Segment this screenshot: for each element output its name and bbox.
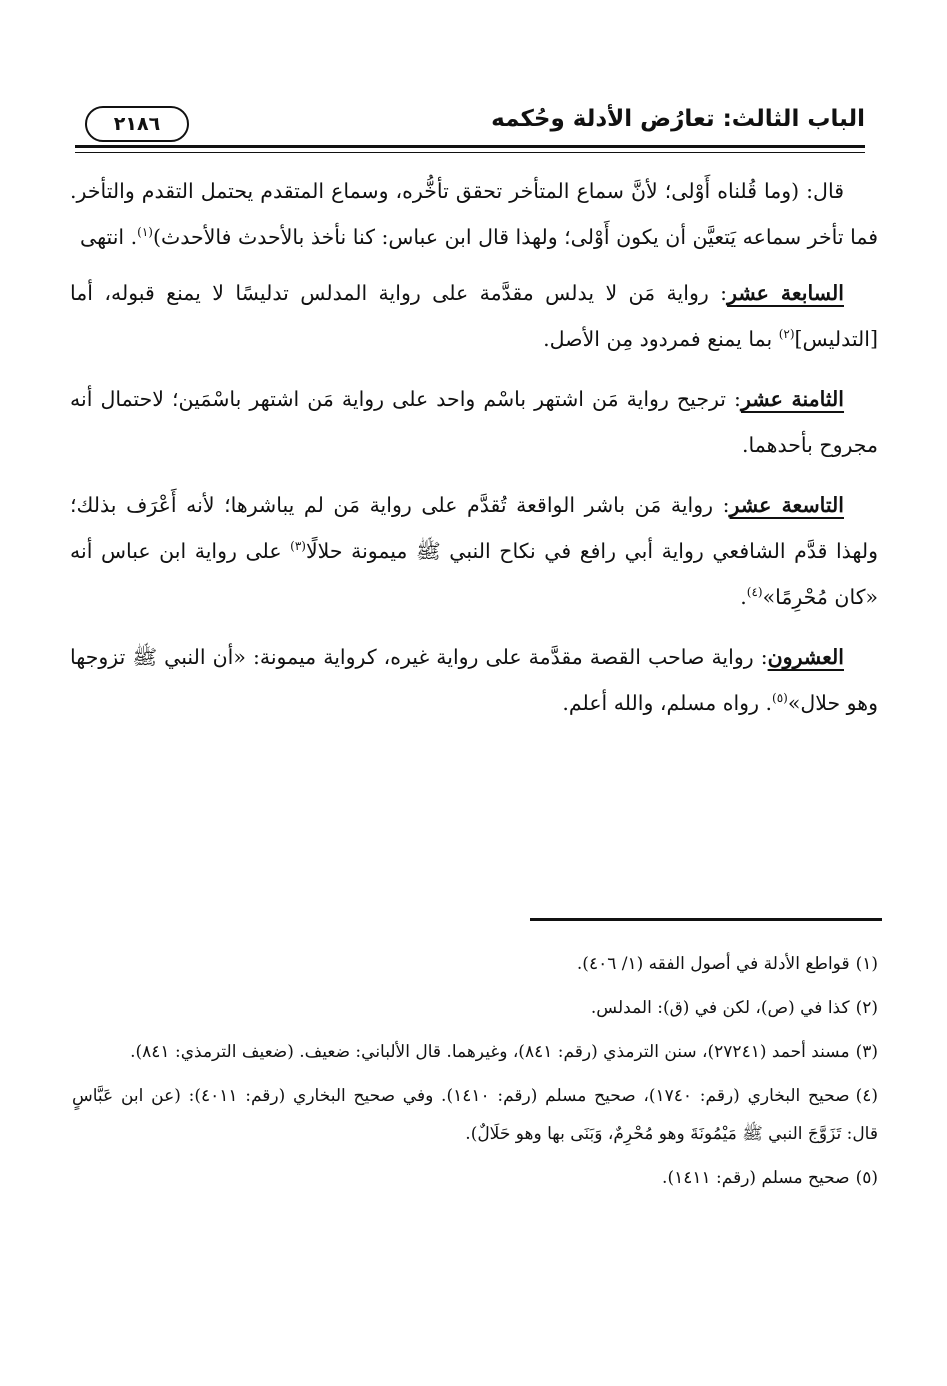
paragraph-tail: على رواية ابن عباس أنه «كان مُحْرِمًا» — [70, 539, 878, 609]
footnote-ref-1: (١) — [137, 225, 153, 240]
paragraph-text: : رواية مَن باشر الواقعة تُقدَّم على رواية مَن لم يباشرها؛ لأنه أَعْرَف بذلك؛ ولهذا قدَّم الشافعي رواية أبي رافع في نكاح النبي ﷺ ميمونة حلالًا — [70, 493, 878, 563]
main-text — [70, 168, 878, 740]
footnote-number: (١) — [855, 954, 878, 974]
footnote-separator — [530, 918, 882, 921]
footnote-text: صحيح البخاري (رقم: ١٧٤٠)، صحيح مسلم (رقم: ١٤١٠). وفي صحيح البخاري (رقم: ٤٠١١): (عن ابن عَبَّاسٍ قال: تَزَوَّجَ النبي ﷺ مَيْمُونَةَ وهو مُحْرِمٌ، وَبَنَى بها وهو حَلَالٌ). — [72, 1086, 878, 1144]
footnote-3 — [72, 1033, 878, 1071]
paragraph-text: : ترجيح رواية مَن اشتهر باسْم واحد على رواية مَن اشتهر باسْمَين؛ لاحتمال أنه مجروح بأحدهما. — [70, 387, 878, 457]
footnote-1 — [72, 945, 878, 983]
footnote-text: قواطع الأدلة في أصول الفقه (١/ ٤٠٦). — [576, 954, 850, 974]
footnote-text: كذا في (ص)، لكن في (ق): المدلس. — [590, 998, 850, 1018]
paragraph-twentieth — [70, 634, 878, 726]
paragraph-text: : رواية مَن لا يدلس مقدَّمة على رواية المدلس تدليسًا لا يمنع قبوله، أما [التدليس] — [70, 281, 878, 351]
rule-heading: السابعة عشر — [727, 281, 844, 305]
footnote-number: (٣) — [855, 1042, 878, 1062]
footnote-number: (٤) — [855, 1086, 878, 1106]
footnote-5 — [72, 1159, 878, 1197]
paragraph-tail: . — [740, 585, 747, 609]
footnote-ref-3: (٣) — [290, 539, 306, 554]
page-number: ٢١٨٦ — [85, 106, 189, 142]
paragraph-text: قال: (وما قُلناه أَوْلى؛ لأنَّ سماع المتأخر تحقق تأخُّره، وسماع المتقدم يحتمل التقدم والتأخر. فما تأخر سماعه يَتعيَّن أن يكون أَوْلى؛ ولهذا قال ابن عباس: كنا نأخذ بالأحدث فالأحدث) — [70, 179, 878, 249]
footnote-ref-5: (٥) — [772, 691, 788, 706]
footnotes — [72, 945, 878, 1203]
paragraph-text: : رواية صاحب القصة مقدَّمة على رواية غيره، كرواية ميمونة: «أن النبي ﷺ تزوجها وهو حلال» — [70, 645, 878, 715]
paragraph-tail: بما يمنع فمردود مِن الأصل. — [543, 327, 779, 351]
footnote-ref-2: (٢) — [778, 327, 795, 342]
paragraph-tail: . انتهى — [80, 225, 138, 249]
footnote-text: مسند أحمد (٢٧٢٤١)، سنن الترمذي (رقم: ٨٤١)، وغيرهما. قال الألباني: ضعيف. (ضعيف الترمذي: ٨٤١). — [130, 1042, 850, 1062]
paragraph-seventeenth — [70, 270, 878, 362]
rule-heading: العشرون — [767, 645, 844, 669]
header-rule-thin — [75, 152, 865, 153]
paragraph-nineteenth — [70, 482, 878, 620]
rule-heading: الثامنة عشر — [740, 387, 845, 411]
footnote-number: (٥) — [855, 1168, 878, 1188]
footnote-2 — [72, 989, 878, 1027]
header-rule — [75, 145, 865, 148]
paragraph-intro-quote — [70, 168, 878, 260]
footnote-text: صحيح مسلم (رقم: ١٤١١). — [662, 1168, 850, 1188]
rule-heading: التاسعة عشر — [729, 493, 844, 517]
footnote-number: (٢) — [855, 998, 878, 1018]
footnote-ref-4: (٤) — [746, 585, 763, 600]
chapter-title: الباب الثالث: تعارُض الأدلة وحُكمه — [491, 106, 865, 132]
paragraph-eighteenth — [70, 376, 878, 468]
footnote-4 — [72, 1077, 878, 1153]
running-head — [75, 100, 865, 148]
paragraph-tail: . رواه مسلم، والله أعلم. — [562, 691, 772, 715]
